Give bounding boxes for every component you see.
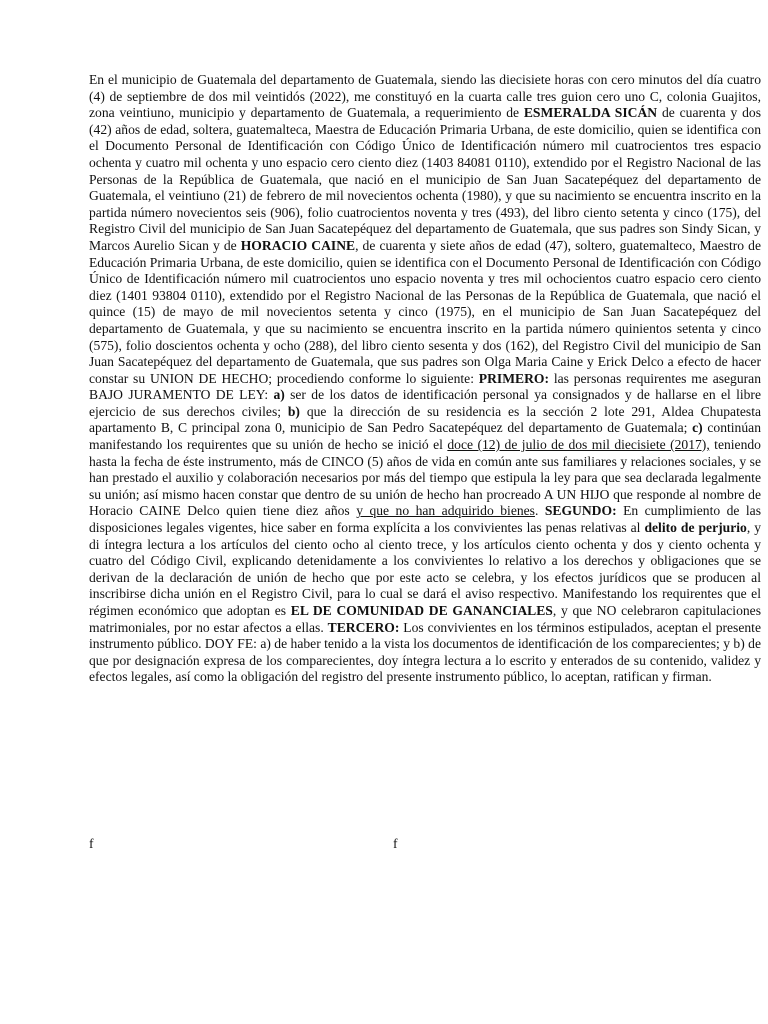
text-run: En el municipio de Guatemala del departamento de Guatemala, siendo las diecisiete horas con cero minutos del día cuatro (4) de septiembre de dos mil veintidós (2022), me constituyó en la cuarta calle tres guion cero uno C, colonia Guajitos, zona veintiuno, municipio y departamento de Guatemala, a requerimiento de: [89, 72, 761, 121]
signature-right: f: [393, 836, 398, 851]
text-run: , y di íntegra lectura a los artículos del ciento ocho al ciento trece, y los artículos ciento ochenta y dos y ciento ochenta y cuatro del Código Civil, explicando detenidamente a los convivientes lo relativo a los derechos y obligaciones que se derivan de la declaración de unión de hecho que por este acto se celebra, y los efectos jurídicos que se producen al inscribirse dicha unión en el Registro Civil, para lo cual se dará el aviso respectivo. Manifestando los requirentes que el régimen económico que adoptan es: [89, 520, 762, 618]
bold-text-run: SEGUNDO:: [544, 503, 617, 519]
text-run: .: [534, 503, 545, 519]
bold-text-run: HORACIO CAINE: [240, 237, 356, 253]
bold-text-run: PRIMERO:: [478, 370, 550, 386]
text-run: En cumplimiento de las disposiciones legales vigentes, hice saber en forma explícita a los convivientes las penas relativas al: [89, 503, 761, 536]
text-run: teniendo hasta la fecha de éste instrumento, más de CINCO (5) años de vida en común ante sus familiares y relaciones sociales, y se han prestado el auxilio y colaboración necesarios por más del tiempo que estipula la ley para que sea declarada legalmente su unión; así mismo hacen constar que dentro de su unión de hecho han procreado A UN HIJO que responde al nombre de Horacio CAINE Delco quien tiene diez años: [89, 437, 761, 519]
text-run: las personas requirentes me aseguran BAJO JURAMENTO DE LEY:: [89, 370, 761, 403]
text-run: continúan manifestando los requirentes que su unión de hecho se inició el: [89, 420, 761, 453]
text-run: que la dirección de su residencia es la sección 2 lote 291, Aldea Chupatesta apartamento B, C principal zona 0, municipio de San Pedro Sacatepéquez del departamento de Guatemala;: [89, 403, 762, 436]
bold-text-run: ESMERALDA SICÁN: [523, 105, 658, 121]
text-run: de cuarenta y dos (42) años de edad, soltera, guatemalteca, Maestra de Educación Primaria Urbana, de este domicilio, quien se identifica con el Documento Personal de Identificación con Código Único de Identificación número mil cuatrocientos tres espacio ochenta y cuatro mil ochenta y uno espacio cero ciento diez (1403 84081 0110), extendido por el Registro Nacional de las Personas de la República de Guatemala, que nació en el municipio de San Juan Sacatepéquez del departamento de Guatemala, el veintiuno (21) de febrero de mil novecientos ochenta (1980), y que su nacimiento se encuentra inscrito en la partida número novecientos seis (906), folio cuatrocientos noventa y tres (493), del libro ciento setenta y cinco (175), del Registro Civil del municipio de San Juan Sacatepéquez del departamento de Guatemala, que sus padres son Sindy Sican, y Marcos Aurelio Sican y de: [89, 105, 761, 253]
text-run: , de cuarenta y siete años de edad (47), soltero, guatemalteco, Maestro de Educación Primaria Urbana, de este domicilio, quien se identifica con el Documento Personal de Identificación con Código Único de Identificación número mil cuatrocientos uno espacio noventa y tres mil ochocientos cuatro espacio cero ciento diez (1401 93804 0110), extendido por el Registro Nacional de las Personas de la República de Guatemala, que nació el quince (15) de mayo de mil novecientos setenta y cinco (1975), en el municipio de San Juan Sacatepéquez del departamento de Guatemala, y que su nacimiento se encuentra inscrito en la partida número quinientos setenta y cinco (575), folio doscientos ochenta y ocho (288), del libro ciento sesenta y dos (162), del Registro Civil del municipio de San Juan Sacatepéquez del departamento de Guatemala, que sus padres son Olga Maria Caine y Erick Delco a efecto de hacer constar su UNION DE HECHO; procediendo conforme lo siguiente:: [89, 237, 761, 386]
document-body-paragraph: [89, 72, 761, 686]
text-run: ser de los datos de identificación personal ya consignados y de hallarse en el libre ejercicio de sus derechos civiles;: [89, 387, 761, 419]
bold-text-run: EL DE COMUNIDAD DE GANANCIALES: [290, 603, 553, 618]
bold-text-run: TERCERO:: [327, 619, 400, 635]
signature-left: f: [89, 836, 94, 851]
text-run: , y que NO celebraron capitulaciones matrimoniales, por no estar afectos a ellas.: [89, 603, 761, 635]
text-run: Los convivientes en los términos estipulados, aceptan el presente instrumento público. DOY FE: a) de haber tenido a la vista los documentos de identificación de los comparecientes; y b) de que por designación expresa de los comparecientes, doy íntegra lectura a lo escrito y enterados de su contenido, validez y efectos legales, así como la obligación del registro del presente instrumento público, lo aceptan, ratifican y firman.: [89, 619, 761, 685]
bold-text-run: c): [692, 420, 703, 436]
underlined-text-run: doce (12) de julio de dos mil diecisiete (2017),: [447, 437, 710, 453]
bold-text-run: a): [273, 387, 285, 403]
bold-text-run: b): [287, 403, 300, 419]
underlined-text-run: y que no han adquirido bienes: [356, 503, 535, 519]
bold-text-run: delito de perjurio: [644, 520, 747, 536]
